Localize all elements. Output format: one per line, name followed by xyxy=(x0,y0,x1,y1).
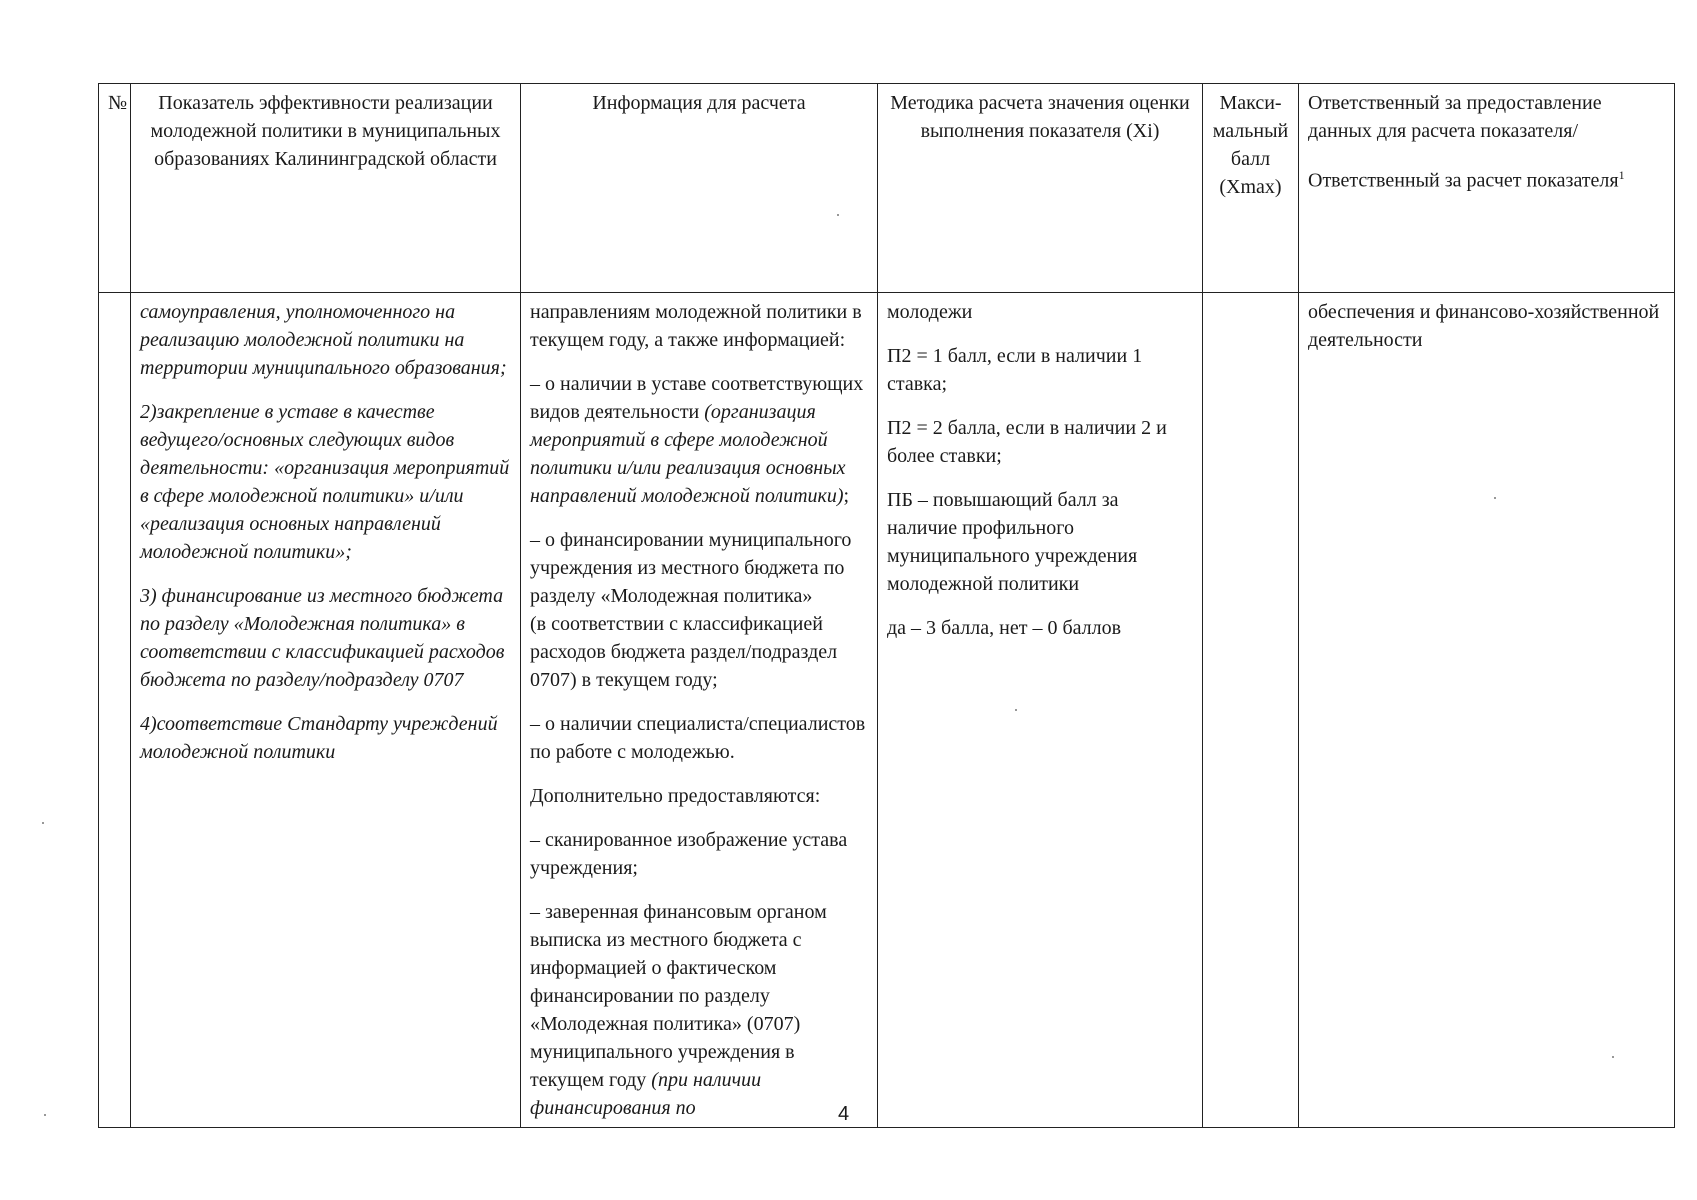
scan-speck xyxy=(44,1114,46,1116)
table-header xyxy=(99,84,1675,293)
cell-num xyxy=(99,293,131,1128)
method-item: ПБ – повышающий балл за наличие профильного муниципального учреждения молодежной политики xyxy=(887,489,1138,595)
indicator-item: 2)закрепление в уставе в качестве ведущего/основных следующих видов деятельности: «организация мероприятий в сфере молодежной политики» и/или «реализация основных направлений молодежной политики»; xyxy=(140,401,510,563)
info-text: (в соответствии с классификацией расходов бюджета раздел/подраздел 0707) в текущем году; xyxy=(530,613,838,691)
method-item: да – 3 балла, нет – 0 баллов xyxy=(887,617,1122,639)
method-item: молодежи xyxy=(887,301,973,323)
scan-speck xyxy=(1612,1056,1614,1058)
info-item: – о наличии специалиста/специалистов по работе с молодежью. xyxy=(530,713,866,763)
header-indicator: Показатель эффективности реализации молодежной политики в муниципальных образованиях Калининградской области xyxy=(131,84,521,293)
indicator-item: 4)соответствие Стандарту учреждений молодежной политики xyxy=(140,713,498,763)
indicator-item: самоуправления, уполномоченного на реализацию молодежной политики на территории муниципального образования; xyxy=(140,301,507,379)
table-row xyxy=(99,293,1675,1128)
footnote-marker: 1 xyxy=(1618,168,1625,182)
cell-responsible: обеспечения и финансово-хозяйственной деятельности xyxy=(1299,293,1675,1128)
header-responsible-calc: Ответственный за расчет показателя xyxy=(1308,169,1619,192)
indicator-item: 3) финансирование из местного бюджета по разделу «Молодежная политика» в соответствии с классификацией расходов бюджета по разделу/подразделу 0707 xyxy=(140,585,505,691)
info-item: направлениям молодежной политики в текущем году, а также информацией: xyxy=(530,301,862,351)
header-max-score: Макси-мальный балл (Xmax) xyxy=(1203,84,1299,293)
info-italic-text: (при наличии финансирования по xyxy=(530,1069,762,1119)
info-item xyxy=(530,898,868,1122)
scan-speck xyxy=(42,822,44,824)
info-text: – заверенная финансовым органом выписка из местного бюджета с информацией о фактическом финансировании по разделу «Молодежная политика» (0707) муниципального учреждения в текущем году xyxy=(530,901,827,1091)
header-num: № xyxy=(99,84,131,293)
indicator-table xyxy=(98,83,1675,1128)
info-text: ; xyxy=(843,485,850,507)
info-text: – о финансировании муниципального учреждения из местного бюджета по разделу «Молодежная политика» xyxy=(530,529,852,607)
method-item: П2 = 1 балл, если в наличии 1 ставка; xyxy=(887,345,1143,395)
header-responsible xyxy=(1299,84,1675,293)
header-method: Методика расчета значения оценки выполнения показателя (Xi) xyxy=(878,84,1203,293)
header-info: Информация для расчета xyxy=(521,84,878,293)
info-text: – о наличии в уставе соответствующих видов деятельности xyxy=(530,373,864,423)
header-row xyxy=(99,84,1675,293)
scan-speck xyxy=(1494,497,1496,499)
scan-speck xyxy=(1015,709,1017,711)
info-item: – сканированное изображение устава учреждения; xyxy=(530,829,848,879)
header-responsible-calc-wrap xyxy=(1308,161,1665,195)
info-italic-text: (организация мероприятий в сфере молодежной политики и/или реализация основных направлений молодежной политики) xyxy=(530,401,846,507)
cell-max-score xyxy=(1203,293,1299,1128)
page-number: 4 xyxy=(838,1103,850,1125)
method-item: П2 = 2 балла, если в наличии 2 и более ставки; xyxy=(887,417,1167,467)
info-item: Дополнительно предоставляются: xyxy=(530,785,821,807)
info-item xyxy=(530,526,868,694)
cell-method xyxy=(878,293,1203,1128)
table-body xyxy=(99,293,1675,1128)
scan-speck xyxy=(837,214,839,216)
cell-indicator xyxy=(131,293,521,1128)
info-item xyxy=(530,370,868,510)
header-responsible-data: Ответственный за предоставление данных для расчета показателя/ xyxy=(1308,92,1602,142)
cell-info xyxy=(521,293,878,1128)
